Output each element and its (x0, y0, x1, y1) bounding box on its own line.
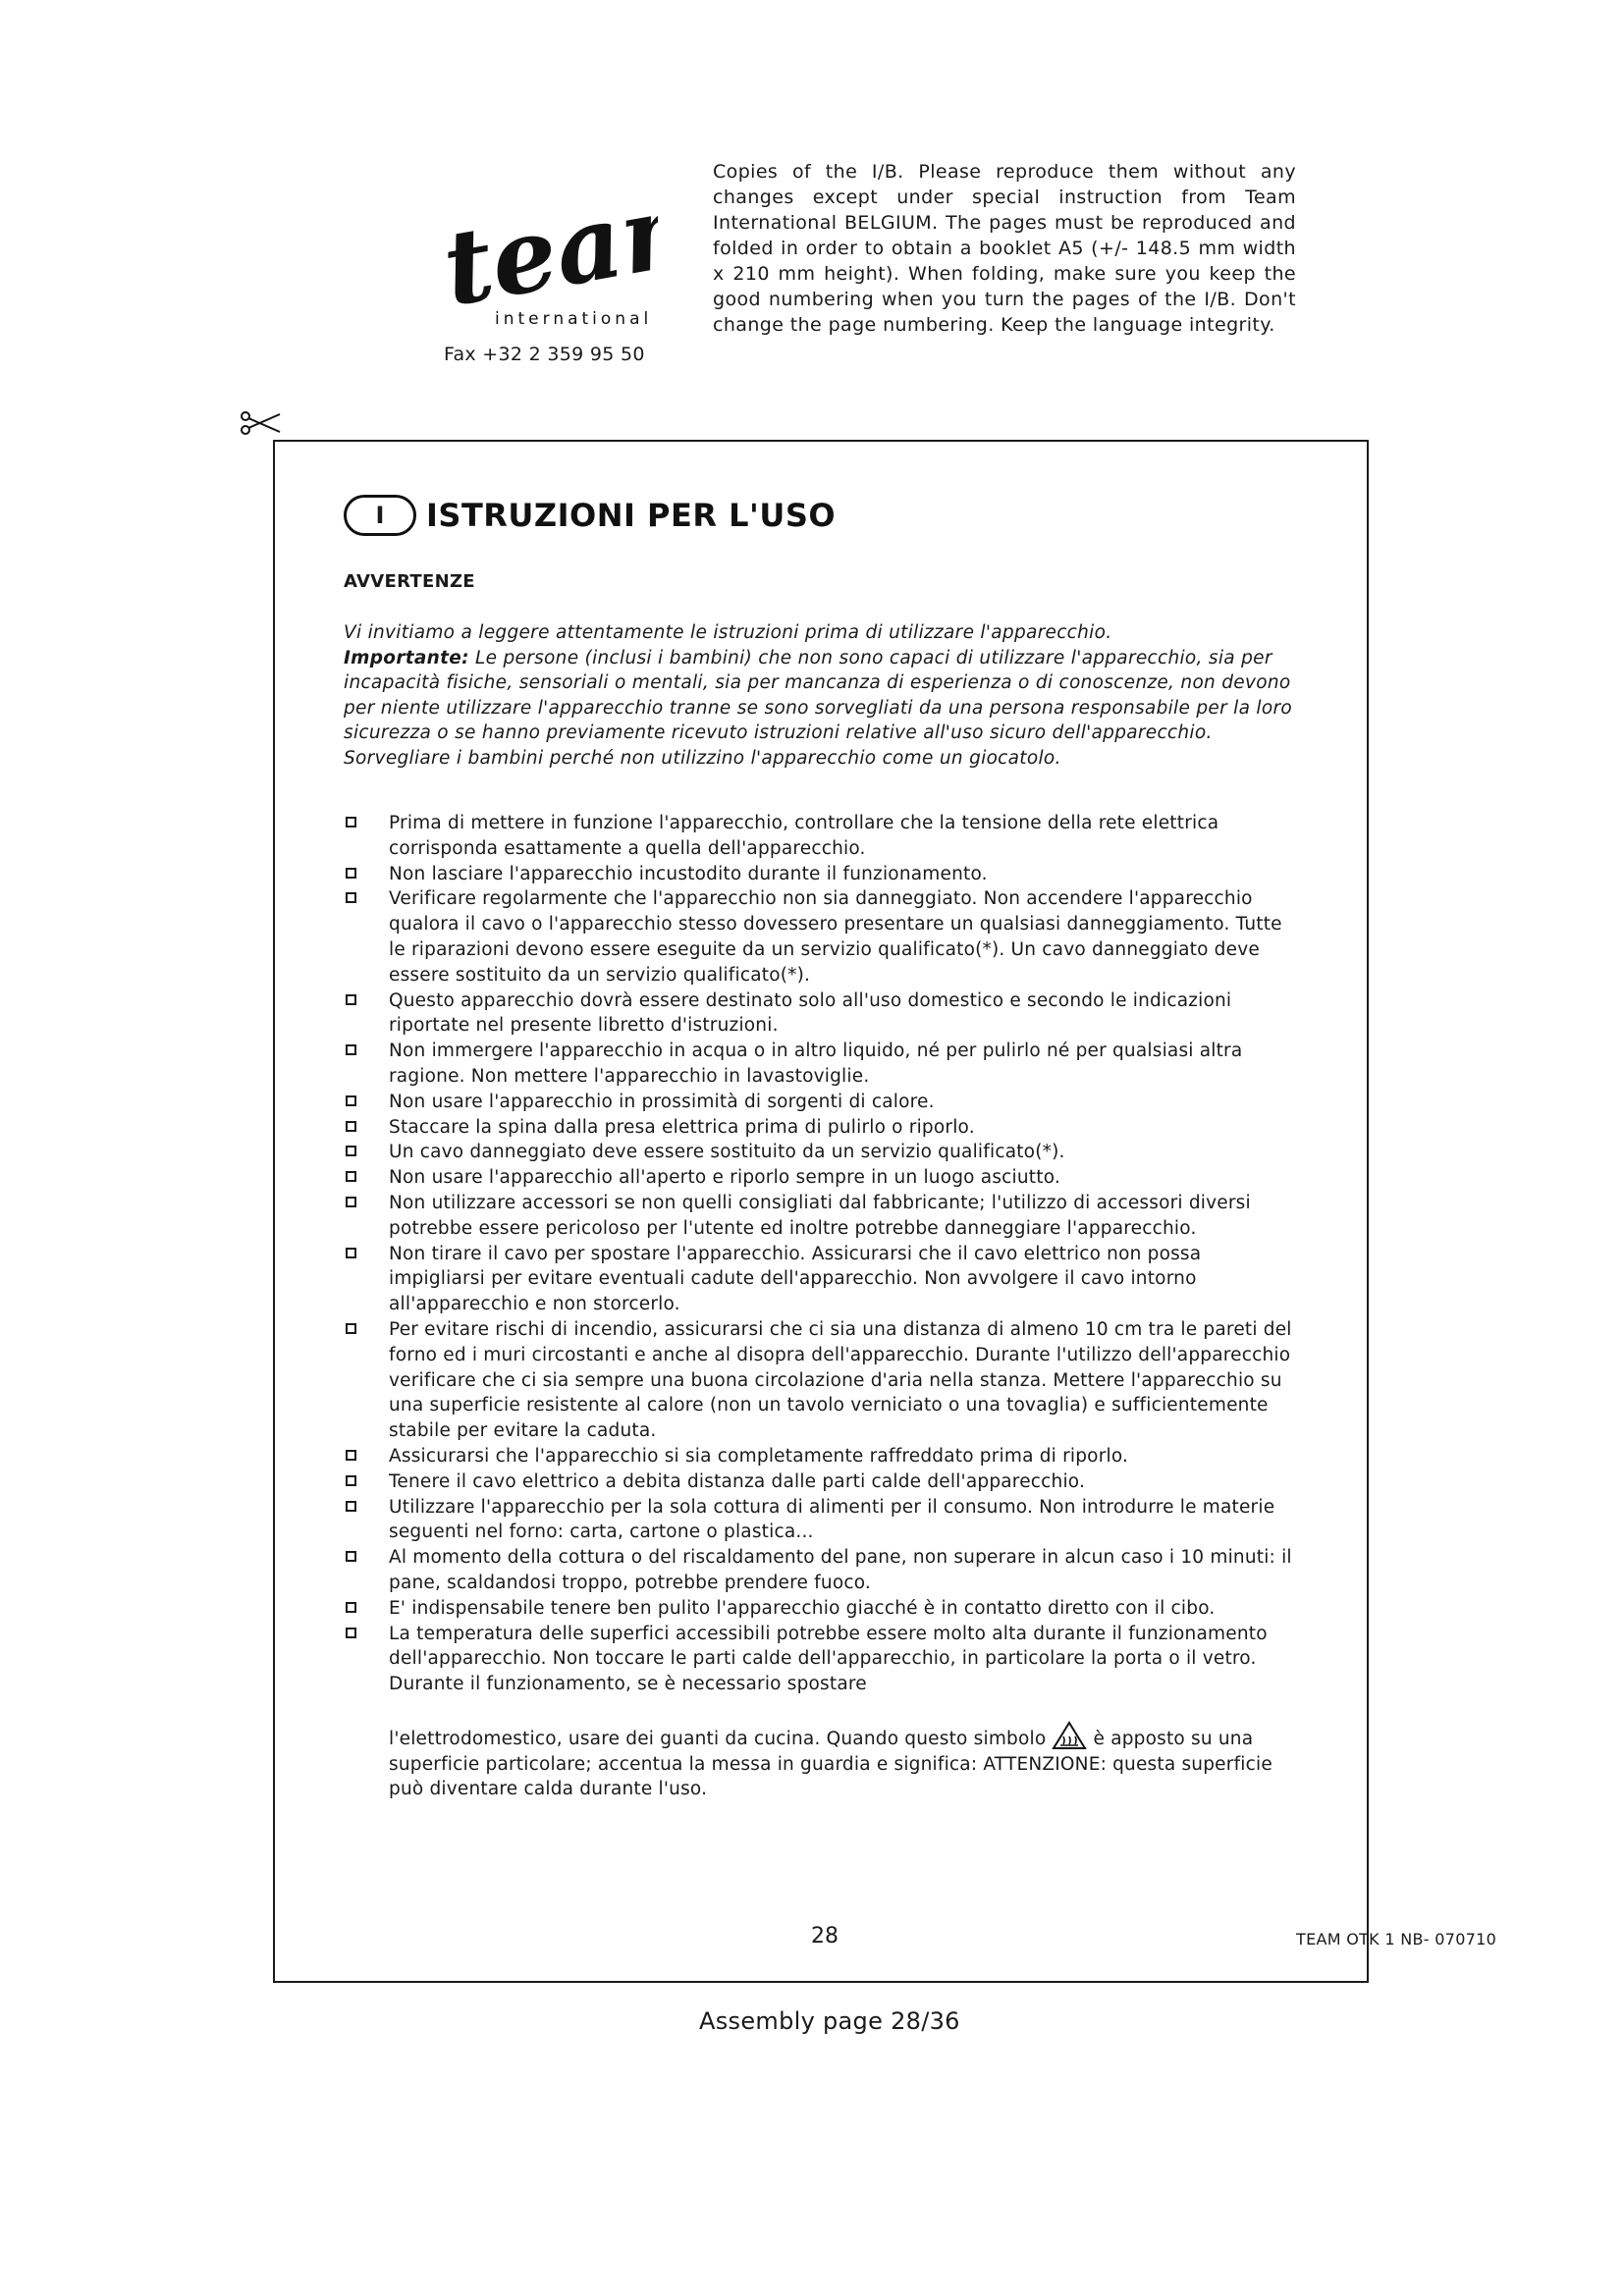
checkbox-bullet-icon (346, 892, 356, 903)
team-international-logo (422, 157, 658, 334)
document-code: TEAM OTK 1 NB- 070710 (1296, 1930, 1497, 1949)
checkbox-bullet-icon (346, 1450, 356, 1461)
checkbox-bullet-icon (346, 1095, 356, 1106)
list-item: Non usare l'apparecchio in prossimità di sorgenti di calore. (344, 1090, 1301, 1115)
list-item: Non usare l'apparecchio all'aperto e riporlo sempre in un luogo asciutto. (344, 1165, 1301, 1191)
list-item: Verificare regolarmente che l'apparecchio non sia danneggiato. Non accendere l'apparecchio qualora il cavo o l'apparecchio stesso dovessero presentare un qualsiasi danneggiamento. Tutte le riparazioni devono essere eseguite da un servizio qualificato(*). Un cavo danneggiato deve essere sostituito da un servizio qualificato(*). (344, 886, 1301, 988)
list-item: Assicurarsi che l'apparecchio si sia completamente raffreddato prima di riporlo. (344, 1444, 1301, 1469)
intro-paragraph (344, 620, 1326, 771)
list-item: Staccare la spina dalla presa elettrica prima di pulirlo o riporlo. (344, 1115, 1301, 1141)
checkbox-bullet-icon (346, 1323, 356, 1334)
intro-line: Vi invitiamo a leggere attentamente le istruzioni prima di utilizzare l'apparecchio. (344, 622, 1112, 643)
list-item: Non utilizzare accessori se non quelli consigliati dal fabbricante; l'utilizzo di accessori diversi potrebbe essere pericoloso per l'utente ed inoltre potrebbe danneggiare l'apparecchio. (344, 1191, 1301, 1242)
page-number: 28 (811, 1924, 839, 1949)
checkbox-bullet-icon (346, 994, 356, 1005)
checkbox-bullet-icon (346, 1475, 356, 1486)
list-item: Al momento della cottura o del riscaldamento del pane, non superare in alcun caso i 10 minuti: il pane, scaldandosi troppo, potrebbe prendere fuoco. (344, 1545, 1301, 1596)
list-item: Non immergere l'apparecchio in acqua o in altro liquido, né per pulirlo né per qualsiasi altra ragione. Non mettere l'apparecchio in lavastoviglie. (344, 1039, 1301, 1090)
list-item: Non tirare il cavo per spostare l'apparecchio. Assicurarsi che il cavo elettrico non possa impigliarsi per evitare eventuali cadute dell'apparecchio. Non avvolgere il cavo intorno all'apparecchio e non storcerlo. (344, 1242, 1301, 1317)
list-item: E' indispensabile tenere ben pulito l'apparecchio giacché è in contatto diretto con il cibo. (344, 1596, 1301, 1622)
checkbox-bullet-icon (346, 1551, 356, 1562)
list-item-hot-surface: La temperatura delle superfici accessibili potrebbe essere molto alta durante il funzionamento dell'apparecchio. Non toccare le parti calde dell'apparecchio, in particolare la porta o il vetro. Durante il funzionamento, se è necessario spostare l'elettrodomestico, usare dei guanti da cucina. Quando questo simbolo è apposto su una superficie particolare; accentua la messa in guardia e significa: ATTENZIONE: questa superficie può diventare calda durante l'uso. (344, 1622, 1301, 1803)
svg-text:team: team (434, 160, 658, 330)
checkbox-bullet-icon (346, 1146, 356, 1156)
checkbox-bullet-icon (346, 1501, 356, 1512)
list-item: Utilizzare l'apparecchio per la sola cottura di alimenti per il consumo. Non introdurre le materie seguenti nel forno: carta, cartone o plastica... (344, 1495, 1301, 1546)
list-item: Questo apparecchio dovrà essere destinato solo all'uso domestico e secondo le indicazioni riportate nel presente libretto d'istruzioni. (344, 988, 1301, 1040)
checkbox-bullet-icon (346, 1628, 356, 1638)
scissors-icon (239, 408, 282, 438)
important-paragraph (344, 646, 1326, 746)
checkbox-bullet-icon (346, 1197, 356, 1207)
page-heading (344, 493, 836, 538)
warnings-list (344, 811, 1301, 1802)
checkbox-bullet-icon (346, 868, 356, 879)
children-warning: Sorvegliare i bambini perché non utilizzino l'apparecchio come un giocatolo. (344, 747, 1061, 769)
warnings-heading: AVVERTENZE (344, 571, 475, 592)
important-text: Le persone (inclusi i bambini) che non sono capaci di utilizzare l'apparecchio, sia per incapacità fisiche, sensoriali o mentali, sia per mancanza di esperienza o di conoscenze, non devono per niente utilizzare l'apparecchio tranne se sono sorvegliati da una persona responsabile per la loro sicurezza o se hanno previamente ricevuto istruzioni relative all'uso sicuro dell'apparecchio. (344, 647, 1293, 743)
language-badge: I (344, 495, 416, 536)
checkbox-bullet-icon (346, 1121, 356, 1132)
assembly-page-label: Assembly page 28/36 (699, 2007, 960, 2035)
checkbox-bullet-icon (346, 1044, 356, 1055)
checkbox-bullet-icon (346, 1248, 356, 1258)
checkbox-bullet-icon (346, 1171, 356, 1182)
svg-text:international: international (495, 309, 653, 329)
hot-surface-warning-icon (1052, 1721, 1087, 1750)
fax-number: Fax +32 2 359 95 50 (444, 344, 645, 365)
important-label: Importante: (344, 647, 469, 668)
page-title: ISTRUZIONI PER L'USO (426, 497, 837, 534)
list-item: Prima di mettere in funzione l'apparecchio, controllare che la tensione della rete elettrica corrisponda esattamente a quella dell'apparecchio. (344, 811, 1301, 862)
copies-instructions: Copies of the I/B. Please reproduce them without any changes except under special instruction from Team International BELGIUM. The pages must be reproduced and folded in order to obtain a booklet A5 (+/- 148.5 mm width x 210 mm height). When folding, make sure you keep the good numbering when you turn the pages of the I/B. Don't change the page numbering. Keep the language integrity. (713, 161, 1296, 336)
list-item: Non lasciare l'apparecchio incustodito durante il funzionamento. (344, 862, 1301, 887)
checkbox-bullet-icon (346, 1602, 356, 1613)
list-item: Per evitare rischi di incendio, assicurarsi che ci sia una distanza di almeno 10 cm tra le pareti del forno ed i muri circostanti e anche al disopra dell'apparecchio. Durante l'utilizzo dell'apparecchio verificare che ci sia sempre una buona circolazione d'aria nella stanza. Mettere l'apparecchio su una superficie resistente al calore (non un tavolo verniciato o una tovaglia) e sufficientemente stabile per evitare la caduta. (344, 1317, 1301, 1444)
checkbox-bullet-icon (346, 817, 356, 828)
list-item: Un cavo danneggiato deve essere sostituito da un servizio qualificato(*). (344, 1140, 1301, 1165)
list-item: Tenere il cavo elettrico a debita distanza dalle parti calde dell'apparecchio. (344, 1469, 1301, 1495)
